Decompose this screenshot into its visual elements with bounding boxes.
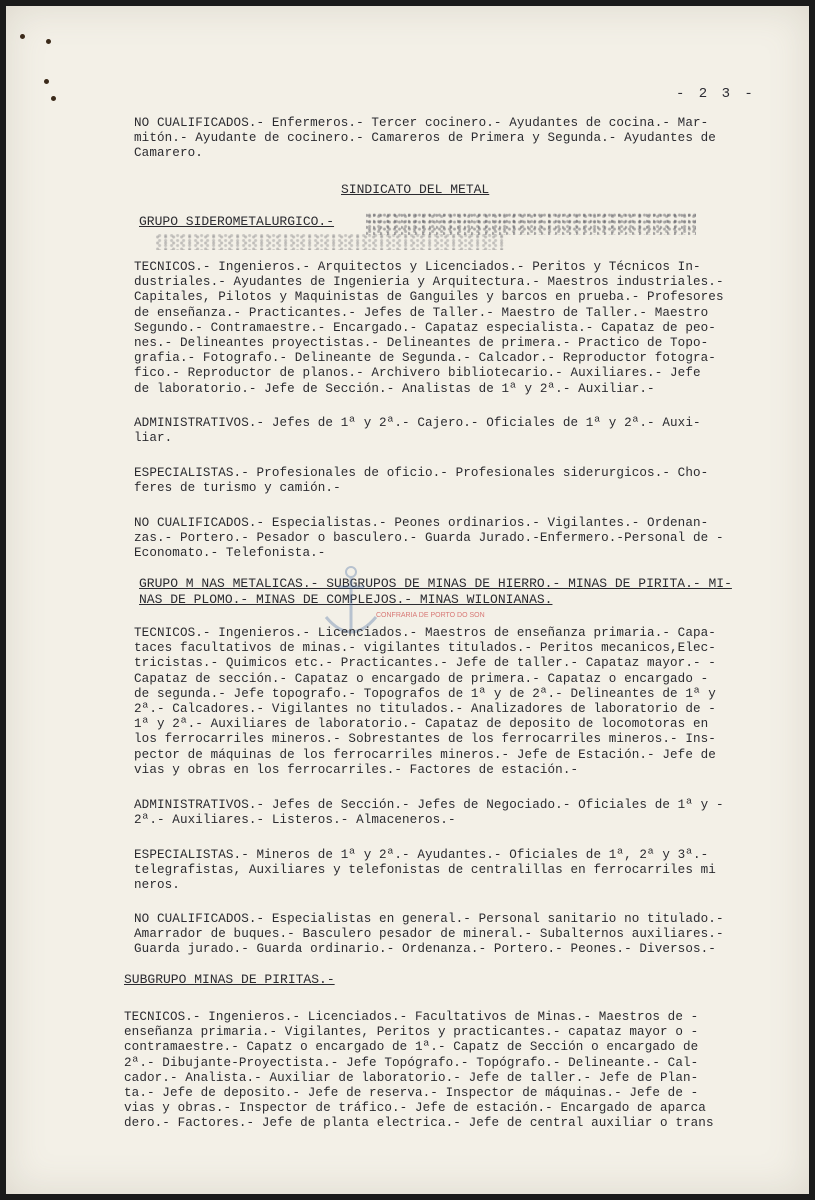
watermark-caption: CONFRARIA DE PORTO DO SON — [376, 612, 485, 619]
page-number: - 2 3 - — [676, 86, 756, 102]
paragraph-tecnicos-1: TECNICOS.- Ingenieros.- Arquitectos y Licenciados.- Peritos y Técnicos In- dustriales.- Ayudantes de Ingenieria y Arquitectura.- Maestros industriales.- Capitales, Pilotos y Maquinistas de Ganguiles y barcos en prueba.- Profesores de enseñanza.- Practicantes.- Jefes de Taller.- Maestro de Taller.- Maestro Segundo.- Contramaestre.- Encargado.- Capataz especialista.- Capataz de peo- nes.- Delineantes proyectistas.- Delineantes de primera.- Practico de Topo- grafia.- Fotografo.- Delineante de Segunda.- Calcador.- Reproductor fotogra- fico.- Reproductor de planos.- Archivero bibliotecario.- Auxiliares.- Jefe de laboratorio.- Jefe de Sección.- Analistas de 1ª y 2ª.- Auxiliar.- — [134, 260, 724, 396]
paragraph-no-cualificados-3: NO CUALIFICADOS.- Especialistas en general.- Personal sanitario no titulado.- Amarrador de buques.- Basculero pesador de mineral.- Subalternos auxiliares.- Guarda jurado.- Guarda ordinario.- Ordenanza.- Portero.- Peones.- Diversos.- — [134, 912, 724, 957]
punch-hole — [44, 79, 49, 84]
punch-hole — [51, 96, 56, 101]
paragraph-administrativos-1: ADMINISTRATIVOS.- Jefes de 1ª y 2ª.- Cajero.- Oficiales de 1ª y 2ª.- Auxi- liar. — [134, 416, 701, 446]
punch-hole — [46, 39, 51, 44]
paragraph-tecnicos-3: TECNICOS.- Ingenieros.- Licenciados.- Facultativos de Minas.- Maestros de - enseñanza primaria.- Vigilantes, Peritos y practicantes.- capataz mayor o - contramaestre.- Capatz o encargado de 1ª.- Capatz de Sección o encargado de 2ª.- Dibujante-Proyectista.- Jefe Topógrafo.- Topógrafo.- Delineante.- Cal- cador.- Analista.- Auxiliar de laboratorio.- Jefe de taller.- Jefe de Plan- ta.- Jefe de deposito.- Jefe de reserva.- Inspector de máquinas.- Jefe de - vias y obras.- Inspector de tráfico.- Jefe de estación.- Encargado de aparca dero.- Factores.- Jefe de planta electrica.- Jefe de central auxiliar o trans — [124, 1010, 714, 1131]
paragraph-no-cualificados-1: NO CUALIFICADOS.- Enfermeros.- Tercer cocinero.- Ayudantes de cocina.- Mar- mitón.- Ayudante de cocinero.- Camareros de Primera y Segunda.- Ayudantes de Camarero. — [134, 116, 716, 161]
group-heading-minas-metalicas-cont: NAS DE PLOMO.- MINAS DE COMPLEJOS.- MINAS WILONIANAS. — [139, 592, 553, 607]
paragraph-especialistas-2: ESPECIALISTAS.- Mineros de 1ª y 2ª.- Ayudantes.- Oficiales de 1ª, 2ª y 3ª.- telegrafistas, Auxiliares y telefonistas de centralillas en ferrocarriles mi neros. — [134, 848, 716, 893]
smudge — [156, 234, 506, 250]
document-page — [6, 6, 809, 1194]
paragraph-especialistas-1: ESPECIALISTAS.- Profesionales de oficio.- Profesionales siderurgicos.- Cho- feres de turismo y camión.- — [134, 466, 709, 496]
section-title: SINDICATO DEL METAL — [341, 182, 490, 197]
group-heading-minas-metalicas: GRUPO M NAS METALICAS.- SUBGRUPOS DE MINAS DE HIERRO.- MINAS DE PIRITA.- MI- — [139, 576, 732, 591]
smudge — [366, 213, 696, 235]
paragraph-administrativos-2: ADMINISTRATIVOS.- Jefes de Sección.- Jefes de Negociado.- Oficiales de 1ª y - 2ª.- Auxiliares.- Listeros.- Almaceneros.- — [134, 798, 724, 828]
paragraph-no-cualificados-2: NO CUALIFICADOS.- Especialistas.- Peones ordinarios.- Vigilantes.- Ordenan- zas.- Portero.- Pesador o basculero.- Guarda Jurado.-Enfermero.-Personal de - Economato.- Telefonista.- — [134, 516, 724, 561]
punch-hole — [20, 34, 25, 39]
group-heading-minas-piritas: SUBGRUPO MINAS DE PIRITAS.- — [124, 972, 335, 987]
paragraph-tecnicos-2: TECNICOS.- Ingenieros.- Licenciados.- Maestros de enseñanza primaria.- Capa- taces facultativos de minas.- vigilantes titulados.- Peritos mecanicos,Elec- tricistas.- Quimicos etc.- Practicantes.- Jefe de taller.- Capataz mayor.- - Capataz de sección.- Capataz o encargado de primera.- Capataz o encargado - de segunda.- Jefe topografo.- Topografos de 1ª y de 2ª.- Delineantes de 1ª y 2ª.- Calcadores.- Vigilantes no titulados.- Analizadores de laboratorio de - 1ª y 2ª.- Auxiliares de laboratorio.- Capataz de deposito de locomotoras en los ferrocarriles mineros.- Sobrestantes de los ferrocarriles mineros.- Ins- pector de máquinas de los ferrocarriles mineros.- Jefe de Estación.- Jefe de vias y obras en los ferrocarriles.- Factores de estación.- — [134, 626, 716, 777]
group-heading-siderometalurgico: GRUPO SIDEROMETALURGICO.- — [139, 214, 335, 229]
